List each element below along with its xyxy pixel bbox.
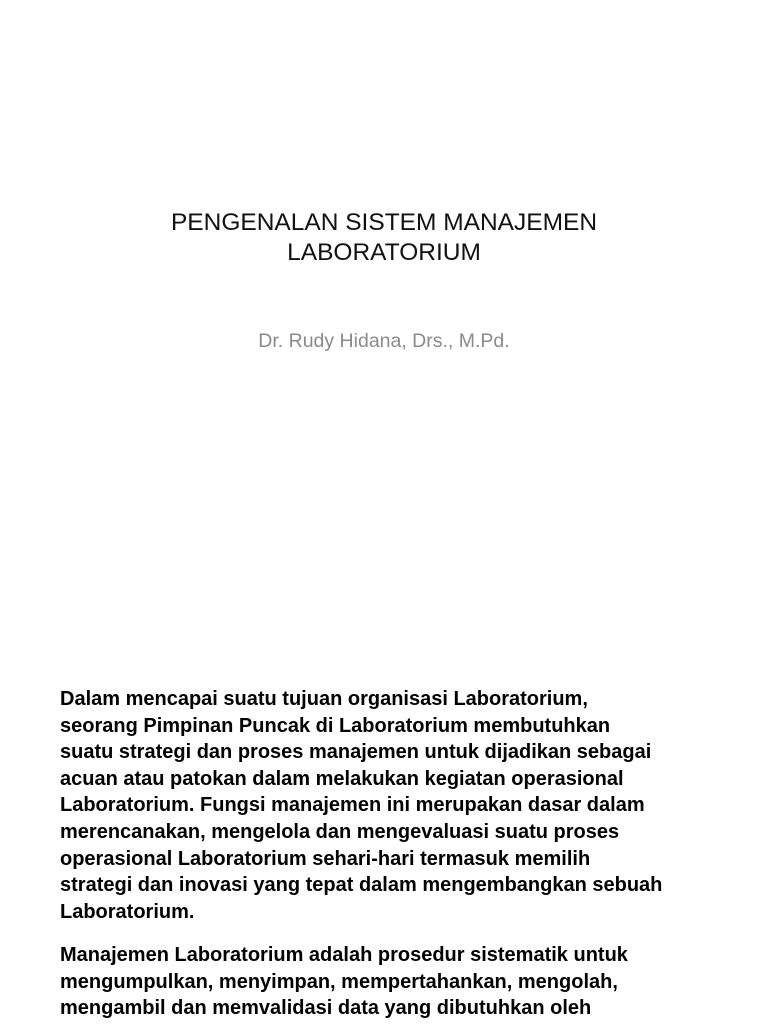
slide-title — [0, 208, 768, 268]
paragraph-1-line: Laboratorium. — [60, 900, 195, 923]
paragraph-1-line: suatu strategi dan proses manajemen untuk dijadikan sebagai — [60, 741, 652, 764]
paragraph-1-line: merencanakan, mengelola dan mengevaluasi suatu proses — [60, 820, 620, 843]
paragraph-2-line: Manajemen Laboratorium adalah prosedur sistematik untuk — [60, 944, 628, 966]
slide-author: Dr. Rudy Hidana, Drs., M.Pd. — [258, 330, 510, 352]
paragraph-1-line: Laboratorium. Fungsi manajemen ini merupakan dasar dalam — [60, 794, 645, 817]
paragraph-1-line: Dalam mencapai suatu tujuan organisasi Laboratorium, — [60, 688, 588, 710]
body-paragraph-1 — [60, 686, 750, 925]
paragraph-1-line: seorang Pimpinan Puncak di Laboratorium membutuhkan — [60, 714, 611, 737]
paragraph-2-line: mengumpulkan, menyimpan, mempertahankan, mengolah, — [60, 970, 618, 993]
paragraph-1-line: operasional Laboratorium sehari-hari termasuk memilih — [60, 847, 591, 870]
paragraph-1-line: strategi dan inovasi yang tepat dalam mengembangkan sebuah — [60, 874, 663, 897]
slide-title-line-1: PENGENALAN SISTEM MANAJEMEN — [170, 209, 598, 236]
paragraph-1-line: acuan atau patokan dalam melakukan kegiatan operasional — [60, 767, 624, 790]
slide-title-line-2: LABORATORIUM — [287, 239, 481, 266]
body-paragraph-2 — [60, 942, 750, 1022]
paragraph-2-line: mengambil dan memvalidasi data yang dibutuhkan oleh — [60, 997, 592, 1020]
